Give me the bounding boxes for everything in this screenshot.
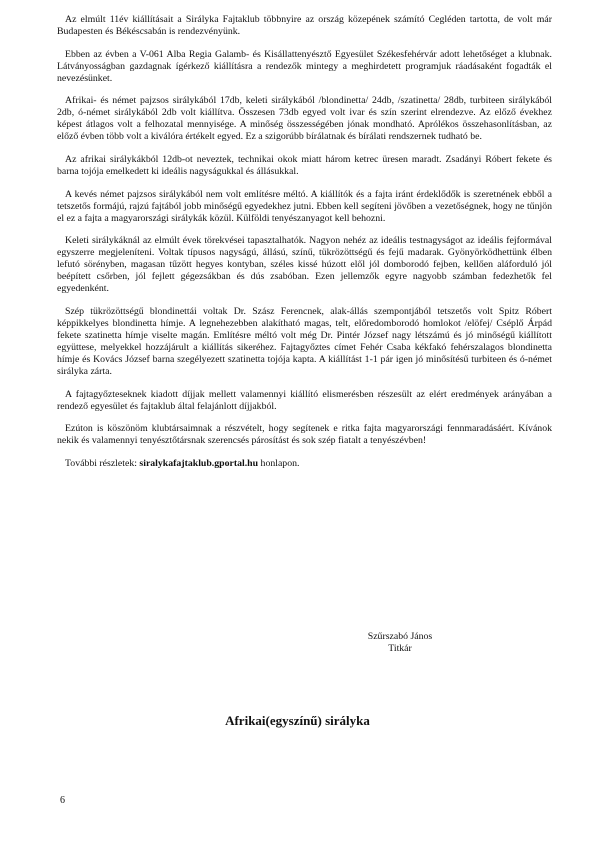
paragraph-venue: Ebben az évben a V-061 Alba Regia Galamb- és Kisállattenyésztő Egyesület Székesfehérvár adott lehetőséget a klubnak. Látványosságban gazdagnak ígérkező kiállításra a rendezők mintegy a meghirdetett programjuk ráadásaként fogadták el nevezésünket.: [57, 48, 552, 84]
paragraph-details: [57, 458, 552, 470]
paragraph-awards: A fajtagyőzteseknek kiadott díjjak mellett valamennyi kiállító elismerésben részesült az elért eredmények arányában a rendező egyesület és fajtaklub által felajánlott díjjakból.: [57, 388, 552, 412]
paragraph-entries: Afrikai- és német pajzsos sirálykából 17db, keleti sirálykából /blondinetta/ 24db, /szatinetta/ 28db, turbiteen sirálykából 2db, ó-német sirálykából 2db volt kiállítva. Összesen 73db egyed volt ivar és szín szerint elrendezve. Az előző évekhez képest átlagos volt a felhozatal mennyisége. A minőség összességében jónak mondható. Aprólékos összehasonlításban, az előző évben több volt a kiválóra értékelt egyed. Ez a szigorúbb bírálatnak és bírálati rendszernek tudható be.: [57, 95, 552, 143]
signature-name: Szűrszabó János: [367, 631, 433, 642]
paragraph-african: Az afrikai sirálykákból 12db-ot neveztek, technikai okok miatt három ketrec üresen maradt. Zsadányi Róbert fekete és barna tojója emelkedett ki ideális nagyságukkal és állásukkal.: [57, 153, 552, 177]
paragraph-intro: Az elmúlt 11év kiállításait a Sirályka Fajtaklub többnyire az ország közepének számító Cegléden tartotta, de volt már Budapesten és Békéscsabán is rendezvényünk.: [57, 14, 552, 38]
signature-role: Titkár: [388, 643, 412, 654]
article-body: [57, 14, 552, 480]
paragraph-oriental: Keleti sirálykáknál az elmúlt évek törekvései tapasztalhatók. Nagyon nehéz az ideális testnagyságot az ideális fejformával egyszerre megjeleníteni. Voltak típusos nagyságú, állású, színű, tükrözöttségű és fejű madarak. Gyönyörködhettünk élben lefutó sörényben, magasan tűzött hegyes kontyban, széles kissé húzott elől jól domborodó fejben, kellően aláforduló jól beépített csőrben, jól fejlett gégezsákban és dús zsabóban. Ezen jellemzők egyre nagyobb számban fedezhetők fel egyedenként.: [57, 235, 552, 295]
details-prefix: További részletek:: [65, 457, 140, 469]
details-suffix: honlapon.: [258, 457, 300, 469]
website-link[interactable]: siralykafajtaklub.gportal.hu: [139, 457, 259, 469]
paragraph-winners: Szép tükrözöttségű blondinettái voltak Dr. Szász Ferencnek, alak-állás szempontjából tetszetős volt Spitz Róbert képpikkelyes blondinetta hímje. A legnehezebben alakítható magas, telt, előredomborodó homlokot /elöfej/ Cséplő Árpád fekete szatinetta hímje viselte magán. Említésre méltó volt még Dr. Pintér József nagy létszámú és jó minőségű kiállított együttese, melyekkel hozzájárult a kiállítás sikeréhez. Fajtagyőztes címet Fehér Csaba kékfakó fehérszalagos blondinetta hímje és Kovács József barna szegélyezett szatinetta tojója kapta. A kiállítást 1-1 pár igen jó minősítésű turbiteen és ó-német sirályka zárta.: [57, 305, 552, 378]
page-number: 6: [60, 795, 65, 806]
section-heading: Afrikai(egyszínű) sirályka: [225, 713, 370, 728]
paragraph-thanks: Ezúton is köszönöm klubtársaimnak a részvételt, hogy segítenek e ritka fajta magyarországi fennmaradásáért. Kívánok nekik és valamennyi tenyésztőtársnak szerencsés párosítást és sok szép fiatalt a tenyészévben!: [57, 423, 552, 447]
paragraph-german-shield: A kevés német pajzsos sirálykából nem volt említésre méltó. A kiállítók és a fajta iránt érdeklődők is szeretnének ebből a tetszetős formájú, rajzú fajtából jobb minőségű egyedekhez jutni. Ebben kell segíteni jövőben a vezetőségnek, hogy ne tűnjön el ez a fajta a magyarországi sirálykák közül. Külföldi tenyészanyagot kell behozni.: [57, 188, 552, 224]
signature-block: [335, 631, 465, 655]
